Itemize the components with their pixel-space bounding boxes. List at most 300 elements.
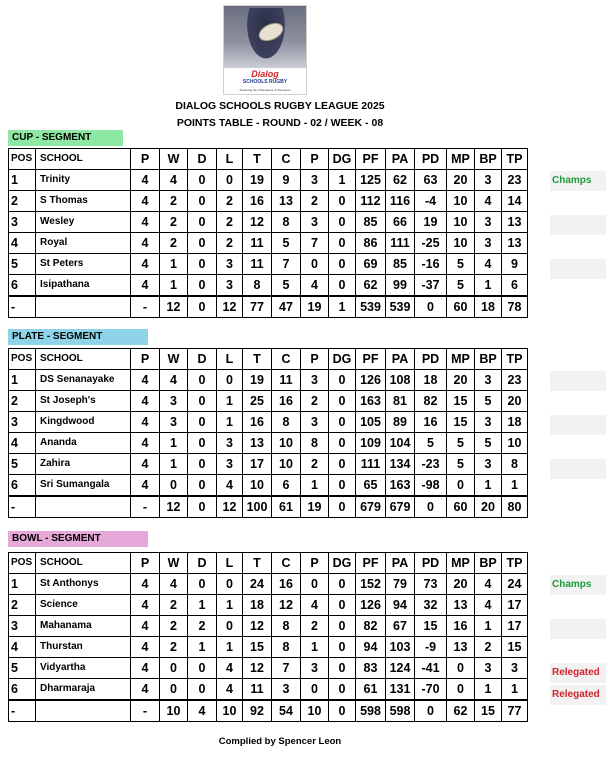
stat-p-cell: 4 <box>131 475 160 497</box>
table-row <box>9 275 528 297</box>
stat-t-cell: 18 <box>243 595 272 616</box>
stat-l-cell: 2 <box>217 191 243 212</box>
header-tp: TP <box>502 553 528 574</box>
stat-c-cell: 7 <box>272 254 301 275</box>
stat-pf-cell: 86 <box>356 233 386 254</box>
header-row <box>9 349 528 370</box>
stat-c-cell: 7 <box>272 658 301 679</box>
logo-brand: Dialog <box>251 69 279 79</box>
stat-bp-cell: 20 <box>475 496 502 518</box>
stat-dg-cell: 0 <box>329 370 356 391</box>
stat-pts-p-cell: 3 <box>301 412 329 433</box>
stat-bp-cell: 3 <box>475 658 502 679</box>
stat-pd-cell: 0 <box>415 700 447 722</box>
header-dg: DG <box>329 553 356 574</box>
stat-pts-p-cell: 7 <box>301 233 329 254</box>
stat-dg-cell: 0 <box>329 496 356 518</box>
stat-pts-p-cell: 2 <box>301 616 329 637</box>
stat-dg-cell: 0 <box>329 475 356 497</box>
position-cell: 1 <box>9 574 36 595</box>
stat-d-cell: 0 <box>188 296 217 318</box>
stat-l-cell: 2 <box>217 233 243 254</box>
stat-pts-p-cell: 0 <box>301 679 329 701</box>
stat-d-cell: 0 <box>188 475 217 497</box>
stat-bp-cell: 1 <box>475 679 502 701</box>
stat-mp-cell: 60 <box>447 296 475 318</box>
table-row <box>9 370 528 391</box>
bowl-segment-label: BOWL - SEGMENT <box>8 531 148 547</box>
stat-p-cell: 4 <box>131 254 160 275</box>
stat-dg-cell: 0 <box>329 637 356 658</box>
stat-w-cell: 0 <box>160 658 188 679</box>
header-pf: PF <box>356 553 386 574</box>
stat-pf-cell: 163 <box>356 391 386 412</box>
stat-pts-p-cell: 10 <box>301 700 329 722</box>
stat-tp-cell: 10 <box>502 433 528 454</box>
stat-pts-p-cell: 4 <box>301 275 329 297</box>
stat-l-cell: 3 <box>217 275 243 297</box>
stat-p-cell: 4 <box>131 391 160 412</box>
cup-segment-label: CUP - SEGMENT <box>8 130 123 146</box>
status-note-empty <box>550 415 606 435</box>
header-d: D <box>188 349 217 370</box>
stat-d-cell: 0 <box>188 658 217 679</box>
stat-dg-cell: 0 <box>329 191 356 212</box>
header-pf: PF <box>356 149 386 170</box>
totals-row <box>9 296 528 318</box>
stat-l-cell: 12 <box>217 296 243 318</box>
stat-w-cell: 1 <box>160 454 188 475</box>
header-pts-p: P <box>301 349 329 370</box>
header-w: W <box>160 349 188 370</box>
stat-d-cell: 4 <box>188 700 217 722</box>
stat-pa-cell: 81 <box>386 391 415 412</box>
stat-pd-cell: 0 <box>415 496 447 518</box>
stat-pf-cell: 62 <box>356 275 386 297</box>
stat-c-cell: 12 <box>272 595 301 616</box>
header-pos: POS <box>9 349 36 370</box>
stat-l-cell: 0 <box>217 616 243 637</box>
stat-pf-cell: 105 <box>356 412 386 433</box>
header-tp: TP <box>502 349 528 370</box>
position-cell: 3 <box>9 412 36 433</box>
stat-pd-cell: -9 <box>415 637 447 658</box>
stat-pa-cell: 679 <box>386 496 415 518</box>
stat-c-cell: 11 <box>272 370 301 391</box>
stat-dg-cell: 0 <box>329 212 356 233</box>
header-w: W <box>160 149 188 170</box>
header-pa: PA <box>386 349 415 370</box>
school-name-cell: Mahanama <box>36 616 131 637</box>
stat-l-cell: 4 <box>217 475 243 497</box>
stat-mp-cell: 0 <box>447 679 475 701</box>
stat-pd-cell: 32 <box>415 595 447 616</box>
stat-pts-p-cell: 3 <box>301 170 329 191</box>
school-name-cell: DS Senanayake <box>36 370 131 391</box>
stat-pf-cell: 679 <box>356 496 386 518</box>
school-name-cell: Dharmaraja <box>36 679 131 701</box>
stat-bp-cell: 3 <box>475 170 502 191</box>
stat-d-cell: 0 <box>188 391 217 412</box>
stat-pts-p-cell: 0 <box>301 574 329 595</box>
stat-pf-cell: 94 <box>356 637 386 658</box>
stat-pd-cell: -16 <box>415 254 447 275</box>
stat-bp-cell: 4 <box>475 191 502 212</box>
stat-c-cell: 8 <box>272 637 301 658</box>
stat-w-cell: 2 <box>160 191 188 212</box>
stat-pa-cell: 67 <box>386 616 415 637</box>
position-cell: 1 <box>9 170 36 191</box>
table-row <box>9 254 528 275</box>
position-cell: 2 <box>9 191 36 212</box>
stat-dg-cell: 0 <box>329 454 356 475</box>
stat-w-cell: 3 <box>160 391 188 412</box>
stat-t-cell: 12 <box>243 212 272 233</box>
stat-l-cell: 10 <box>217 700 243 722</box>
stat-bp-cell: 4 <box>475 574 502 595</box>
stat-dg-cell: 1 <box>329 296 356 318</box>
position-cell: 2 <box>9 595 36 616</box>
stat-pf-cell: 111 <box>356 454 386 475</box>
stat-t-cell: 17 <box>243 454 272 475</box>
stat-w-cell: 0 <box>160 679 188 701</box>
stat-p-cell: - <box>131 296 160 318</box>
stat-l-cell: 3 <box>217 433 243 454</box>
position-cell: 5 <box>9 658 36 679</box>
stat-w-cell: 2 <box>160 616 188 637</box>
stat-p-cell: 4 <box>131 637 160 658</box>
header-bp: BP <box>475 349 502 370</box>
position-cell: 4 <box>9 233 36 254</box>
table-row <box>9 637 528 658</box>
stat-w-cell: 1 <box>160 275 188 297</box>
stat-tp-cell: 15 <box>502 637 528 658</box>
stat-tp-cell: 1 <box>502 679 528 701</box>
stat-tp-cell: 80 <box>502 496 528 518</box>
school-name-cell: St Peters <box>36 254 131 275</box>
school-name-cell: Kingdwood <box>36 412 131 433</box>
school-name-cell: St Joseph's <box>36 391 131 412</box>
stat-mp-cell: 5 <box>447 254 475 275</box>
school-name-cell: Zahira <box>36 454 131 475</box>
stat-mp-cell: 15 <box>447 391 475 412</box>
header-pd: PD <box>415 349 447 370</box>
school-name-cell: S Thomas <box>36 191 131 212</box>
logo-tagline: Powering the Champions of Tomorrow <box>239 88 291 92</box>
header-school: SCHOOL <box>36 149 131 170</box>
stat-pd-cell: 82 <box>415 391 447 412</box>
header-w: W <box>160 553 188 574</box>
stat-c-cell: 8 <box>272 412 301 433</box>
stat-bp-cell: 4 <box>475 254 502 275</box>
stat-pd-cell: -70 <box>415 679 447 701</box>
stat-d-cell: 0 <box>188 191 217 212</box>
stat-bp-cell: 1 <box>475 275 502 297</box>
table-row <box>9 616 528 637</box>
header-pts-p: P <box>301 149 329 170</box>
stat-pts-p-cell: 19 <box>301 296 329 318</box>
stat-p-cell: - <box>131 700 160 722</box>
stat-pd-cell: -4 <box>415 191 447 212</box>
stat-pa-cell: 108 <box>386 370 415 391</box>
stat-w-cell: 2 <box>160 637 188 658</box>
status-note-empty <box>550 371 606 391</box>
stat-l-cell: 1 <box>217 595 243 616</box>
page-subtitle: POINTS TABLE - ROUND - 02 / WEEK - 08 <box>176 117 384 129</box>
position-cell: 3 <box>9 212 36 233</box>
stat-pd-cell: 19 <box>415 212 447 233</box>
stat-mp-cell: 13 <box>447 637 475 658</box>
header-mp: MP <box>447 553 475 574</box>
stat-w-cell: 2 <box>160 212 188 233</box>
stat-pts-p-cell: 2 <box>301 391 329 412</box>
position-cell: 6 <box>9 679 36 701</box>
stat-bp-cell: 3 <box>475 233 502 254</box>
stat-t-cell: 15 <box>243 637 272 658</box>
table-row <box>9 412 528 433</box>
school-name-cell <box>36 496 131 518</box>
header-dg: DG <box>329 149 356 170</box>
status-note-relegated: Relegated <box>550 663 606 683</box>
header-p: P <box>131 149 160 170</box>
stat-p-cell: 4 <box>131 212 160 233</box>
stat-pd-cell: 0 <box>415 296 447 318</box>
stat-pd-cell: 15 <box>415 616 447 637</box>
table-row <box>9 170 528 191</box>
stat-w-cell: 10 <box>160 700 188 722</box>
stat-mp-cell: 10 <box>447 212 475 233</box>
stat-l-cell: 2 <box>217 212 243 233</box>
stat-l-cell: 0 <box>217 370 243 391</box>
stat-pts-p-cell: 2 <box>301 454 329 475</box>
stat-t-cell: 19 <box>243 370 272 391</box>
stat-t-cell: 11 <box>243 254 272 275</box>
stat-c-cell: 54 <box>272 700 301 722</box>
stat-pd-cell: 63 <box>415 170 447 191</box>
header-c: C <box>272 149 301 170</box>
stat-t-cell: 13 <box>243 433 272 454</box>
header-pd: PD <box>415 553 447 574</box>
stat-tp-cell: 20 <box>502 391 528 412</box>
stat-c-cell: 16 <box>272 574 301 595</box>
position-cell: 4 <box>9 433 36 454</box>
status-note-empty <box>550 641 606 661</box>
stat-tp-cell: 24 <box>502 574 528 595</box>
stat-l-cell: 4 <box>217 679 243 701</box>
bowl-points-table <box>8 552 528 722</box>
stat-l-cell: 1 <box>217 391 243 412</box>
stat-p-cell: 4 <box>131 595 160 616</box>
stat-pts-p-cell: 3 <box>301 658 329 679</box>
stat-pf-cell: 598 <box>356 700 386 722</box>
stat-pf-cell: 539 <box>356 296 386 318</box>
position-cell: - <box>9 496 36 518</box>
stat-pa-cell: 94 <box>386 595 415 616</box>
table-row <box>9 475 528 497</box>
header-p: P <box>131 553 160 574</box>
stat-tp-cell: 14 <box>502 191 528 212</box>
stat-w-cell: 2 <box>160 233 188 254</box>
logo-brand-sub: SCHOOLS RUGBY <box>242 79 288 85</box>
stat-pts-p-cell: 0 <box>301 254 329 275</box>
stat-c-cell: 6 <box>272 475 301 497</box>
stat-c-cell: 10 <box>272 433 301 454</box>
stat-pf-cell: 152 <box>356 574 386 595</box>
status-note-empty <box>550 215 606 235</box>
header-t: T <box>243 349 272 370</box>
school-name-cell: Thurstan <box>36 637 131 658</box>
table-row <box>9 574 528 595</box>
stat-t-cell: 12 <box>243 616 272 637</box>
stat-pts-p-cell: 3 <box>301 212 329 233</box>
stat-t-cell: 8 <box>243 275 272 297</box>
stat-pf-cell: 126 <box>356 370 386 391</box>
stat-t-cell: 11 <box>243 233 272 254</box>
stat-l-cell: 3 <box>217 454 243 475</box>
stat-l-cell: 1 <box>217 412 243 433</box>
stat-p-cell: 4 <box>131 170 160 191</box>
stat-pts-p-cell: 1 <box>301 475 329 497</box>
stat-w-cell: 0 <box>160 475 188 497</box>
stat-p-cell: - <box>131 496 160 518</box>
stat-d-cell: 0 <box>188 254 217 275</box>
stat-tp-cell: 13 <box>502 212 528 233</box>
stat-t-cell: 16 <box>243 412 272 433</box>
stat-c-cell: 5 <box>272 275 301 297</box>
stat-d-cell: 0 <box>188 454 217 475</box>
stat-tp-cell: 17 <box>502 595 528 616</box>
stat-tp-cell: 23 <box>502 370 528 391</box>
stat-pd-cell: 16 <box>415 412 447 433</box>
stat-t-cell: 77 <box>243 296 272 318</box>
stat-d-cell: 0 <box>188 212 217 233</box>
stat-mp-cell: 60 <box>447 496 475 518</box>
stat-c-cell: 8 <box>272 616 301 637</box>
header-d: D <box>188 553 217 574</box>
stat-c-cell: 61 <box>272 496 301 518</box>
header-pd: PD <box>415 149 447 170</box>
header-mp: MP <box>447 349 475 370</box>
stat-tp-cell: 8 <box>502 454 528 475</box>
status-note-empty <box>550 237 606 257</box>
stat-pd-cell: 5 <box>415 433 447 454</box>
stat-w-cell: 4 <box>160 574 188 595</box>
table-row <box>9 433 528 454</box>
school-name-cell: Isipathana <box>36 275 131 297</box>
stat-pts-p-cell: 19 <box>301 496 329 518</box>
stat-pf-cell: 65 <box>356 475 386 497</box>
stat-pa-cell: 85 <box>386 254 415 275</box>
position-cell: 3 <box>9 616 36 637</box>
header-pos: POS <box>9 149 36 170</box>
position-cell: 2 <box>9 391 36 412</box>
header-pts-p: P <box>301 553 329 574</box>
stat-pa-cell: 104 <box>386 433 415 454</box>
stat-w-cell: 2 <box>160 595 188 616</box>
stat-dg-cell: 0 <box>329 700 356 722</box>
stat-tp-cell: 6 <box>502 275 528 297</box>
header-tp: TP <box>502 149 528 170</box>
stat-bp-cell: 1 <box>475 475 502 497</box>
stat-dg-cell: 0 <box>329 412 356 433</box>
stat-pd-cell: -41 <box>415 658 447 679</box>
footer-credit: Complied by Spencer Leon <box>218 736 342 747</box>
school-name-cell: Vidyartha <box>36 658 131 679</box>
stat-pa-cell: 99 <box>386 275 415 297</box>
header-dg: DG <box>329 349 356 370</box>
stat-pf-cell: 126 <box>356 595 386 616</box>
position-cell: 5 <box>9 454 36 475</box>
stat-dg-cell: 0 <box>329 616 356 637</box>
header-p: P <box>131 349 160 370</box>
stat-pa-cell: 89 <box>386 412 415 433</box>
stat-w-cell: 4 <box>160 170 188 191</box>
stat-dg-cell: 0 <box>329 275 356 297</box>
stat-pa-cell: 124 <box>386 658 415 679</box>
stat-mp-cell: 10 <box>447 191 475 212</box>
status-note-empty <box>550 259 606 279</box>
table-row <box>9 679 528 701</box>
stat-l-cell: 3 <box>217 254 243 275</box>
school-name-cell <box>36 700 131 722</box>
stat-bp-cell: 5 <box>475 433 502 454</box>
stat-t-cell: 25 <box>243 391 272 412</box>
stat-dg-cell: 0 <box>329 679 356 701</box>
stat-mp-cell: 15 <box>447 412 475 433</box>
table-row <box>9 391 528 412</box>
stat-mp-cell: 10 <box>447 233 475 254</box>
stat-p-cell: 4 <box>131 658 160 679</box>
stat-p-cell: 4 <box>131 616 160 637</box>
header-row <box>9 149 528 170</box>
header-l: L <box>217 149 243 170</box>
stat-pa-cell: 66 <box>386 212 415 233</box>
stat-mp-cell: 5 <box>447 454 475 475</box>
table-row <box>9 233 528 254</box>
stat-p-cell: 4 <box>131 370 160 391</box>
stat-tp-cell: 17 <box>502 616 528 637</box>
table-row <box>9 454 528 475</box>
stat-pa-cell: 103 <box>386 637 415 658</box>
stat-pf-cell: 109 <box>356 433 386 454</box>
stat-tp-cell: 77 <box>502 700 528 722</box>
school-name-cell: Ananda <box>36 433 131 454</box>
header-l: L <box>217 553 243 574</box>
header-bp: BP <box>475 149 502 170</box>
status-note-empty <box>550 597 606 617</box>
stat-bp-cell: 3 <box>475 412 502 433</box>
stat-mp-cell: 5 <box>447 433 475 454</box>
status-note-empty <box>550 193 606 213</box>
stat-p-cell: 4 <box>131 433 160 454</box>
header-school: SCHOOL <box>36 553 131 574</box>
table-row <box>9 191 528 212</box>
stat-p-cell: 4 <box>131 275 160 297</box>
stat-mp-cell: 20 <box>447 370 475 391</box>
position-cell: 5 <box>9 254 36 275</box>
stat-p-cell: 4 <box>131 574 160 595</box>
status-note-empty <box>550 393 606 413</box>
stat-pa-cell: 111 <box>386 233 415 254</box>
stat-mp-cell: 20 <box>447 574 475 595</box>
totals-row <box>9 496 528 518</box>
stat-t-cell: 11 <box>243 679 272 701</box>
plate-points-table <box>8 348 528 518</box>
stat-d-cell: 0 <box>188 496 217 518</box>
stat-bp-cell: 15 <box>475 700 502 722</box>
stat-bp-cell: 2 <box>475 637 502 658</box>
stat-l-cell: 0 <box>217 574 243 595</box>
